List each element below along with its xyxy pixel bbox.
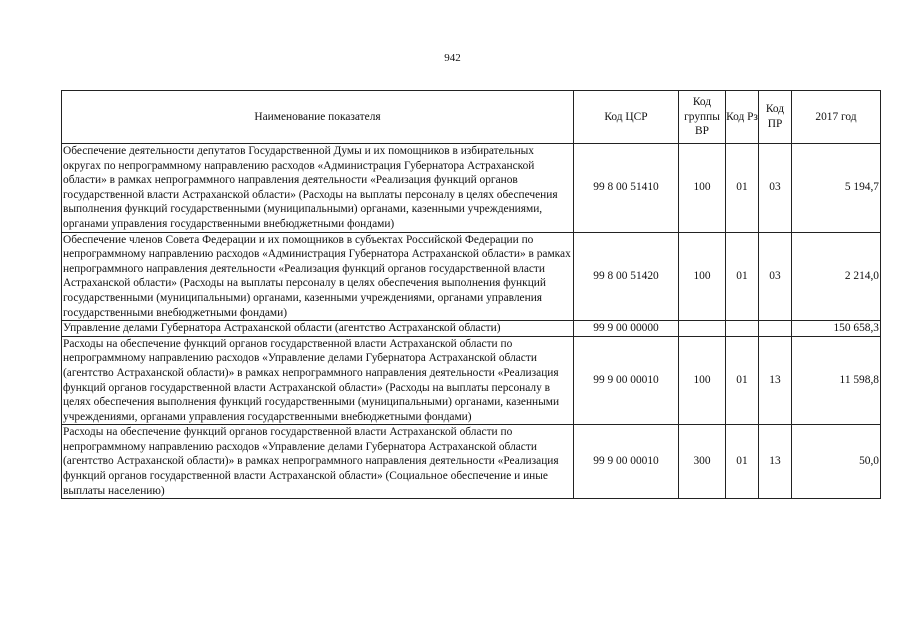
row-name: Расходы на обеспечение функций органов государственной власти Астраханской области по непрограммному направлению расходов «Управление делами Губернатора Астраханской области (агентство Астраханской области)» в рамках непрограммного направления деятельности «Реализация функций органов государственной власти Астраханской области» (Социальное обеспечение и иные выплаты населению) — [62, 425, 574, 499]
row-vr: 100 — [679, 336, 726, 425]
row-pr: 13 — [759, 425, 792, 499]
row-csr: 99 9 00 00000 — [574, 321, 679, 337]
row-rz: 01 — [726, 144, 759, 233]
row-csr: 99 8 00 51420 — [574, 232, 679, 321]
header-rz: Код Рз — [726, 91, 759, 144]
row-pr: 13 — [759, 336, 792, 425]
table-row — [62, 144, 881, 233]
row-amount: 150 658,3 — [792, 321, 881, 337]
table-row — [62, 232, 881, 321]
row-rz — [726, 321, 759, 337]
row-name: Обеспечение членов Совета Федерации и их помощников в субъектах Российской Федерации по непрограммному направлению расходов «Администрация Губернатора Астраханской области» в рамках непрограммного направления деятельности «Реализация функций органов государственной власти Астраханской области» (Расходы на выплаты персоналу в целях обеспечения выполнения функций государственными (муниципальными) органами, казенными учреждениями, органами управления государственными внебюджетными фондами) — [62, 232, 574, 321]
row-rz: 01 — [726, 336, 759, 425]
page-number: 942 — [444, 52, 461, 64]
row-rz: 01 — [726, 425, 759, 499]
header-name: Наименование показателя — [62, 91, 574, 144]
row-vr — [679, 321, 726, 337]
budget-table — [61, 90, 881, 499]
row-csr: 99 8 00 51410 — [574, 144, 679, 233]
row-amount: 2 214,0 — [792, 232, 881, 321]
header-year: 2017 год — [792, 91, 881, 144]
header-vr: Код группы ВР — [679, 91, 726, 144]
table-row — [62, 321, 881, 337]
row-vr: 100 — [679, 144, 726, 233]
row-name: Управление делами Губернатора Астраханской области (агентство Астраханской области) — [62, 321, 574, 337]
row-vr: 300 — [679, 425, 726, 499]
row-amount: 50,0 — [792, 425, 881, 499]
row-vr: 100 — [679, 232, 726, 321]
row-rz: 01 — [726, 232, 759, 321]
table-row — [62, 425, 881, 499]
header-pr: Код ПР — [759, 91, 792, 144]
header-row — [62, 91, 881, 144]
row-pr — [759, 321, 792, 337]
row-amount: 11 598,8 — [792, 336, 881, 425]
row-csr: 99 9 00 00010 — [574, 425, 679, 499]
row-pr: 03 — [759, 232, 792, 321]
row-name: Расходы на обеспечение функций органов государственной власти Астраханской области по непрограммному направлению расходов «Управление делами Губернатора Астраханской области (агентство Астраханской области)» в рамках непрограммного направления деятельности «Реализация функций органов государственной власти Астраханской области» (Расходы на выплаты персоналу в целях обеспечения выполнения функций государственными (муниципальными) органами, казенными учреждениями, органами управления государственными внебюджетными фондами) — [62, 336, 574, 425]
row-pr: 03 — [759, 144, 792, 233]
table-row — [62, 336, 881, 425]
row-amount: 5 194,7 — [792, 144, 881, 233]
row-name: Обеспечение деятельности депутатов Государственной Думы и их помощников в избирательных округах по непрограммному направлению расходов «Администрация Губернатора Астраханской области» в рамках непрограммного направления деятельности «Реализация функций органов государственной власти Астраханской области» (Расходы на выплаты персоналу в целях обеспечения выполнения функций государственными (муниципальными) органами, казенными учреждениями, органами управления государственными внебюджетными фондами) — [62, 144, 574, 233]
row-csr: 99 9 00 00010 — [574, 336, 679, 425]
header-csr: Код ЦСР — [574, 91, 679, 144]
